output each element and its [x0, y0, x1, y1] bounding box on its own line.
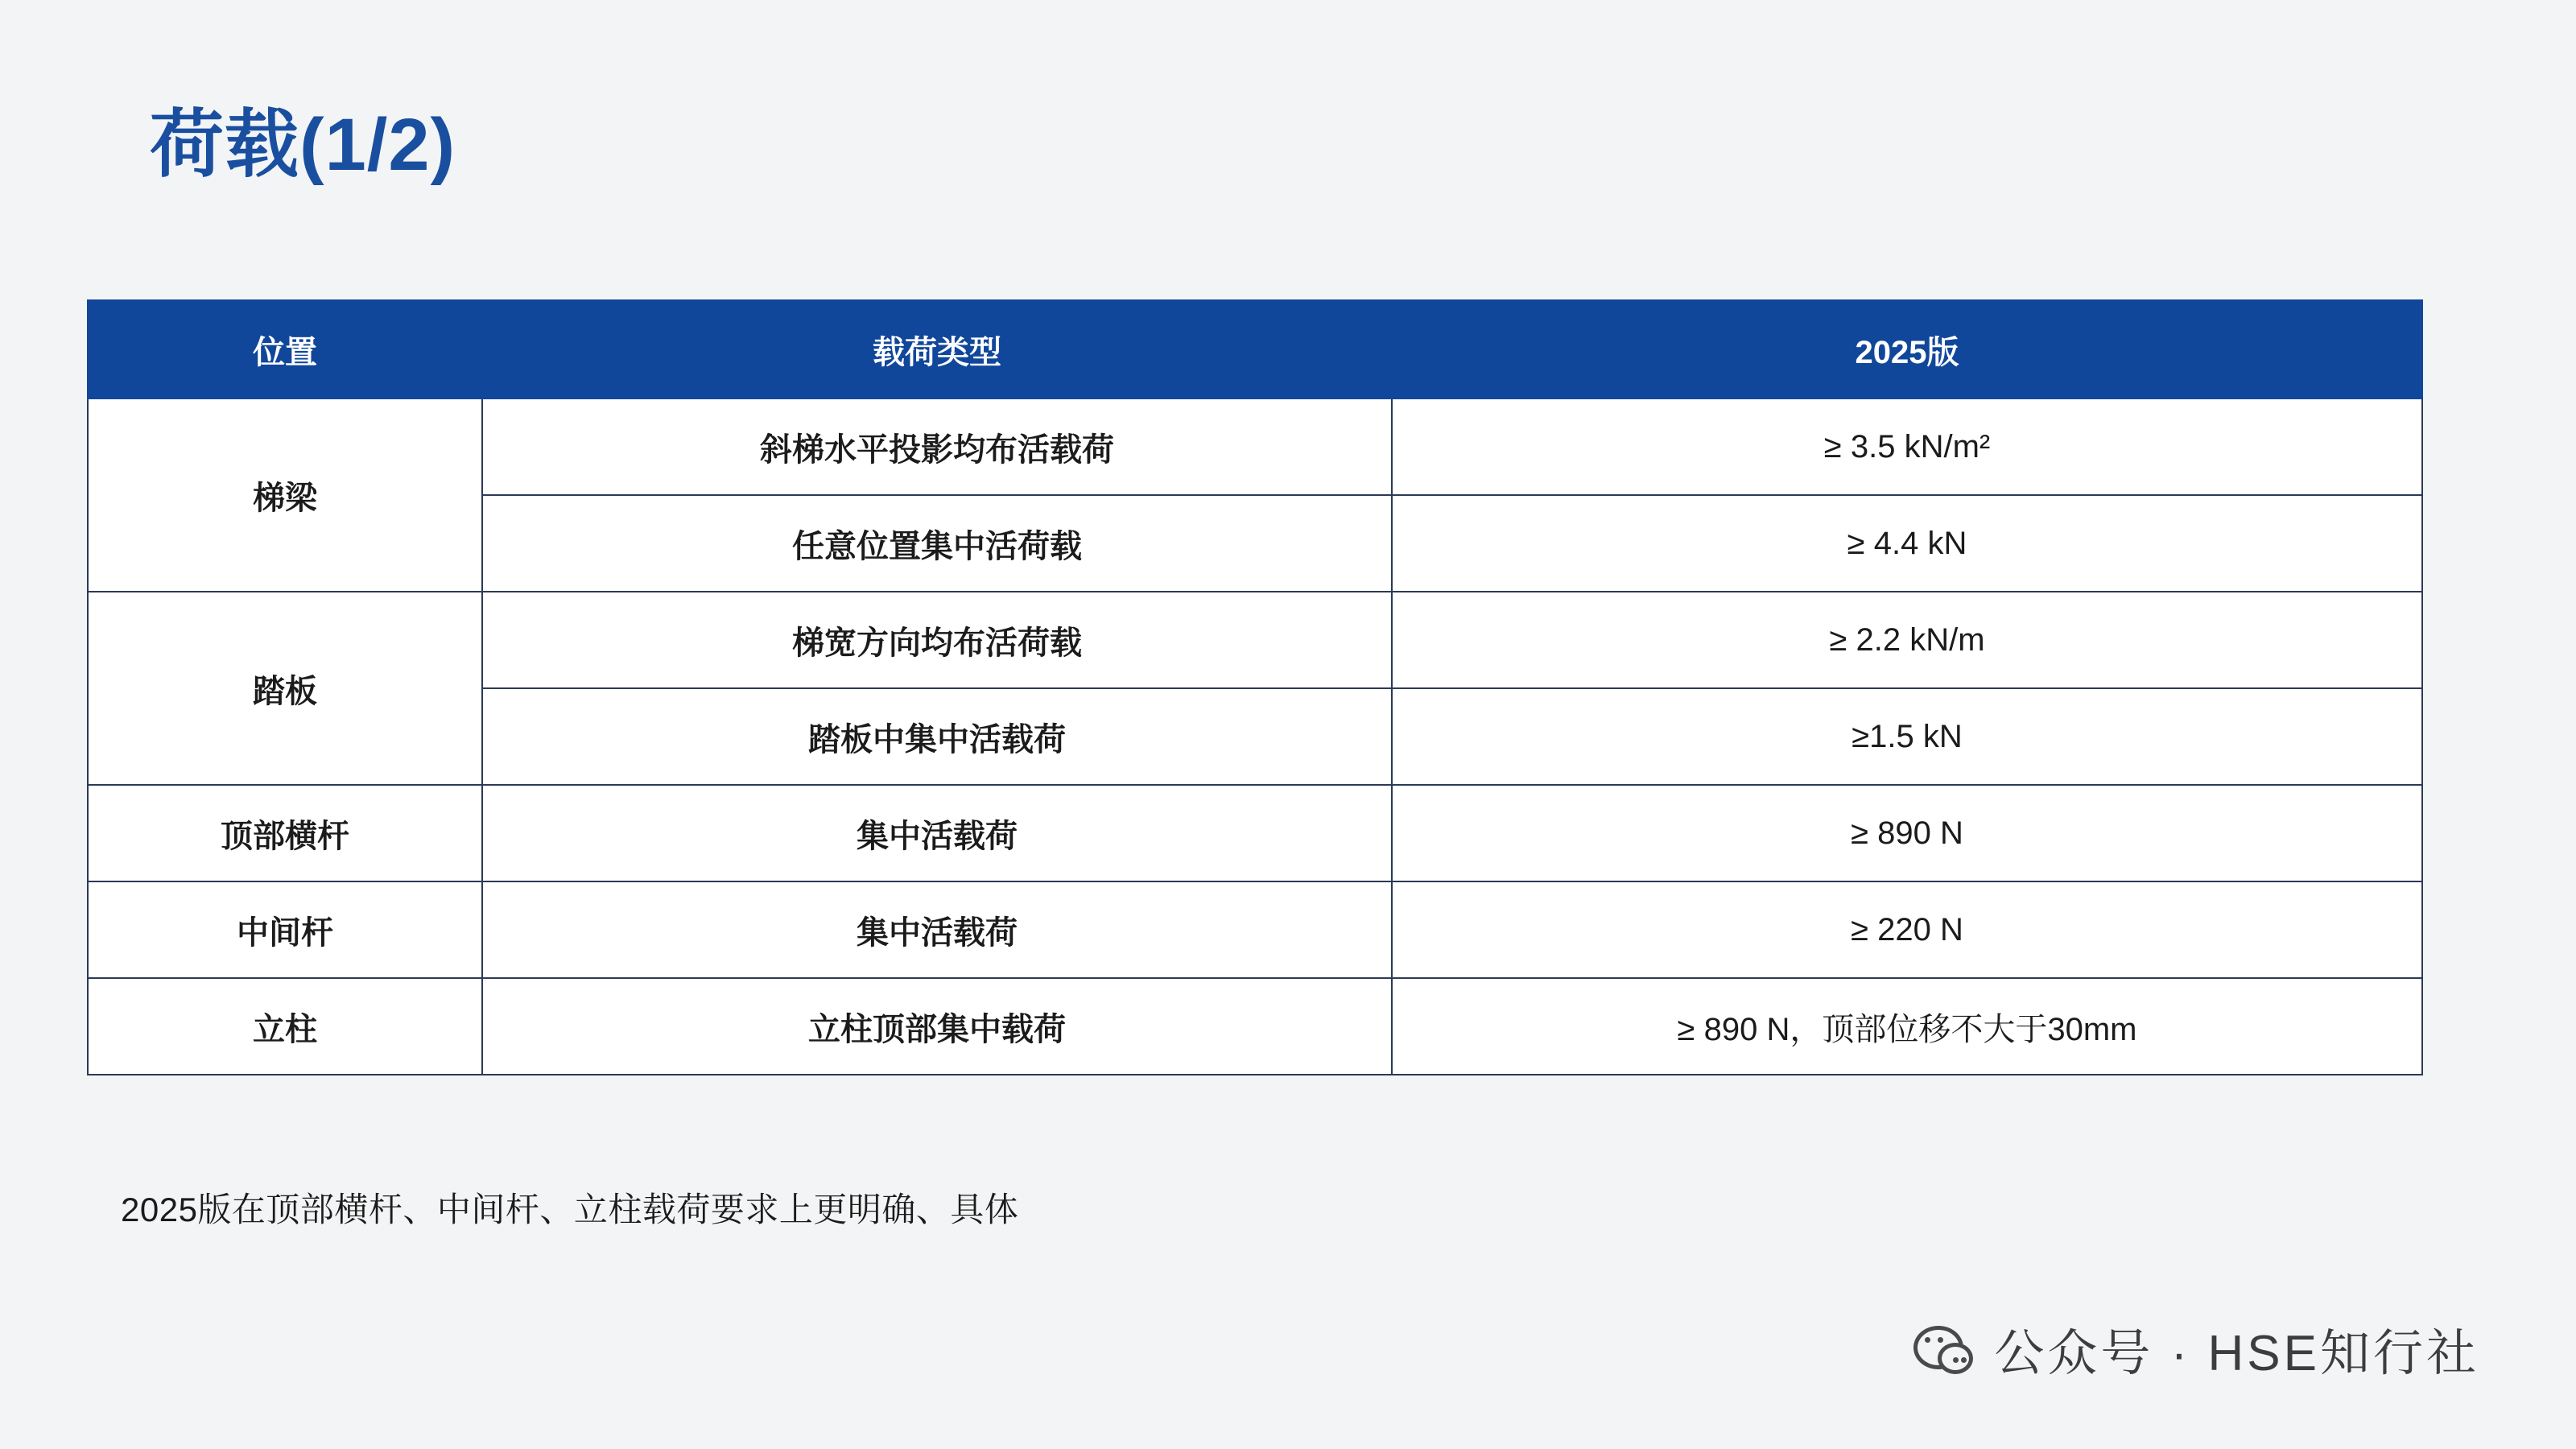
- cell-value: ≥ 890 N，顶部位移不大于30mm: [1392, 978, 2422, 1075]
- footnote-text: 2025版在顶部横杆、中间杆、立柱载荷要求上更明确、具体: [121, 1191, 1019, 1228]
- cell-load-type: 立柱顶部集中载荷: [482, 978, 1392, 1075]
- cell-position: 踏板: [88, 592, 482, 785]
- loads-table: [87, 299, 2423, 1075]
- table-header: [88, 300, 2422, 398]
- cell-value: ≥1.5 kN: [1392, 688, 2422, 785]
- cell-value: ≥ 3.5 kN/m²: [1392, 398, 2422, 495]
- cell-load-type: 任意位置集中活荷载: [482, 495, 1392, 592]
- cell-position: 立柱: [88, 978, 482, 1075]
- column-header-load-type: 载荷类型: [482, 300, 1392, 398]
- cell-load-type: 梯宽方向均布活荷载: [482, 592, 1392, 688]
- table-row: [88, 398, 2422, 495]
- table-row: [88, 785, 2422, 881]
- column-header-position: 位置: [88, 300, 482, 398]
- column-header-2025-version: 2025版: [1392, 300, 2422, 398]
- cell-position: 梯梁: [88, 398, 482, 592]
- cell-load-type: 集中活载荷: [482, 785, 1392, 881]
- table-body: [88, 398, 2422, 1075]
- cell-value: ≥ 890 N: [1392, 785, 2422, 881]
- cell-load-type: 集中活载荷: [482, 881, 1392, 978]
- table-row: [88, 978, 2422, 1075]
- cell-value: ≥ 220 N: [1392, 881, 2422, 978]
- page-title: 荷载(1/2): [150, 104, 456, 186]
- watermark: [1913, 1313, 2479, 1385]
- cell-position: 顶部横杆: [88, 785, 482, 881]
- cell-load-type: 踏板中集中活载荷: [482, 688, 1392, 785]
- loads-table-container: [87, 299, 2421, 1075]
- cell-load-type: 斜梯水平投影均布活载荷: [482, 398, 1392, 495]
- watermark-label: 公众号 · HSE知行社: [1994, 1326, 2479, 1381]
- cell-position: 中间杆: [88, 881, 482, 978]
- cell-value: ≥ 2.2 kN/m: [1392, 592, 2422, 688]
- table-header-row: [88, 300, 2422, 398]
- table-row: [88, 881, 2422, 978]
- table-row: [88, 592, 2422, 688]
- cell-value: ≥ 4.4 kN: [1392, 495, 2422, 592]
- wechat-icon: [1913, 1324, 1973, 1374]
